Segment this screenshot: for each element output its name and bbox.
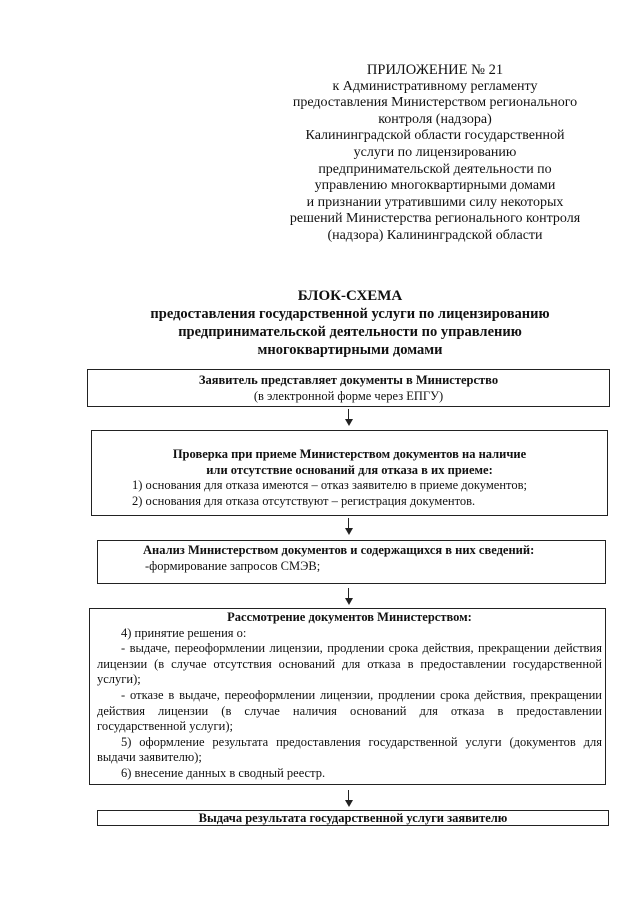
step-check-title-1: Проверка при приеме Министерством документов на наличие	[172, 447, 527, 461]
step-issue-result	[97, 810, 609, 826]
step-analysis-item: -формирование запросов СМЭВ;	[145, 558, 321, 573]
flowchart-title	[95, 287, 605, 359]
appendix-line: (надзора) Калининградской области	[327, 227, 543, 243]
step-document-review	[89, 608, 606, 785]
step-review-registry: 6) внесение данных в сводный реестр.	[121, 765, 326, 780]
flowchart-subtitle-line: многоквартирными домами	[257, 342, 443, 358]
step-document-check	[91, 430, 608, 516]
appendix-header	[270, 62, 600, 245]
step-review-result: 5) оформление результата предоставления государственной услуги (документов для выдачи заявителю);	[97, 734, 602, 765]
appendix-line: к Административному регламенту	[332, 78, 538, 94]
step-submit-subtitle: (в электронной форме через ЕПГУ)	[253, 388, 444, 403]
flow-arrow	[343, 588, 355, 606]
step-analysis-title: Анализ Министерством документов и содержащихся в них сведений:	[143, 543, 535, 557]
step-check-title-2: или отсутствие оснований для отказа в их приеме:	[206, 462, 493, 477]
step-review-refusal: - отказе в выдаче, переоформлении лицензии, продлении срока действия, прекращении действия лицензии (в случае наличия оснований для отказа в предоставлении государственной услуги);	[97, 687, 602, 734]
appendix-line: управлению многоквартирными домами	[314, 178, 556, 194]
step-document-analysis	[97, 540, 606, 584]
step-review-title: Рассмотрение документов Министерством:	[227, 610, 472, 624]
appendix-line: предпринимательской деятельности по	[318, 161, 552, 177]
step-check-item-2: 2) основания для отказа отсутствуют – регистрация документов.	[132, 493, 476, 508]
appendix-line: контроля (надзора)	[378, 111, 492, 127]
step-submit-title: Заявитель представляет документы в Министерство	[198, 373, 499, 387]
step-submit-documents	[87, 369, 610, 407]
appendix-line: решений Министерства регионального контроля	[289, 211, 581, 227]
appendix-line: и признании утратившими силу некоторых	[306, 194, 564, 210]
flow-arrow	[343, 409, 355, 427]
step-review-issue: - выдаче, переоформлении лицензии, продлении срока действия, прекращении действия лицензии (в случае отсутствия оснований для отказа в предоставлении государственной услуги);	[97, 641, 602, 687]
flow-arrow	[343, 790, 355, 808]
appendix-line: услуги по лицензированию	[353, 144, 517, 160]
flowchart-subtitle-line: предпринимательской деятельности по управлению	[178, 324, 522, 340]
step-review-decision: 4) принятие решения о:	[121, 625, 247, 640]
appendix-line: Калининградской области государственной	[305, 128, 565, 144]
appendix-line: предоставления Министерством регионального	[292, 95, 578, 111]
step-check-item-1: 1) основания для отказа имеются – отказ заявителю в приеме документов;	[132, 478, 527, 493]
flow-arrow	[343, 518, 355, 536]
flowchart-subtitle-line: предоставления государственной услуги по лицензированию	[150, 306, 550, 322]
step-issue-title: Выдача результата государственной услуги заявителю	[198, 811, 508, 825]
flowchart-heading: БЛОК-СХЕМА	[297, 288, 403, 304]
appendix-number: ПРИЛОЖЕНИЕ № 21	[366, 62, 504, 78]
